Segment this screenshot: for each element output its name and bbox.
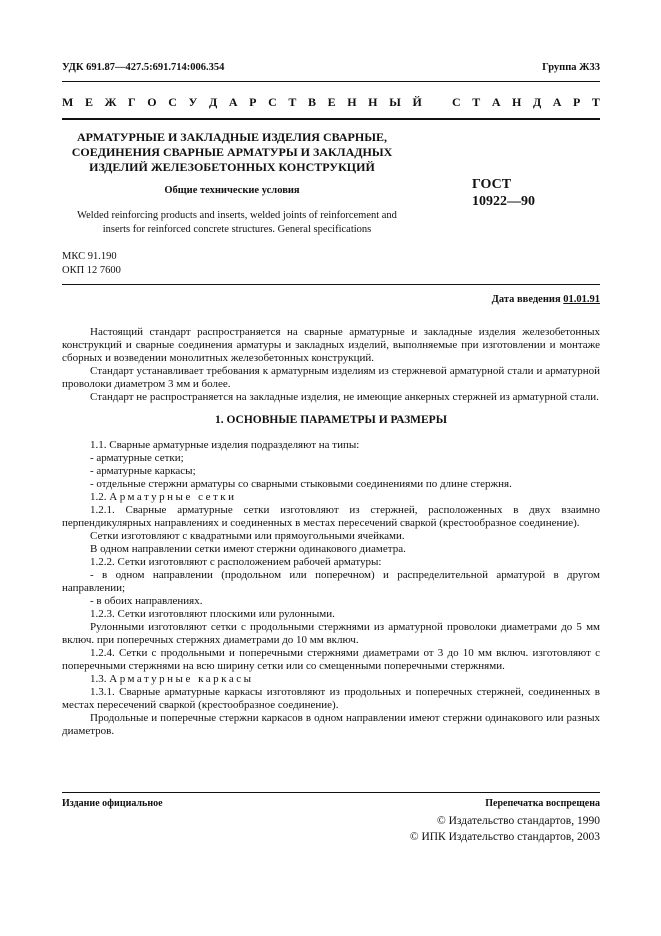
- intro-rule: [62, 284, 600, 285]
- banner-word-interstate: М Е Ж Г О С У Д А Р С Т В Е Н Н Ы Й: [62, 95, 422, 109]
- reprint-notice: Перепечатка воспрещена: [485, 798, 600, 809]
- section-heading-1: 1. ОСНОВНЫЕ ПАРАМЕТРЫ И РАЗМЕРЫ: [214, 414, 448, 426]
- subtitle: Общие технические условия: [164, 185, 300, 196]
- official-edition-label: Издание официальное: [62, 798, 163, 809]
- clause-1-2-heading: [62, 491, 600, 504]
- clause-1-2-1-c: В одном направлении сетки имеют стержни одинакового диаметра.: [90, 543, 406, 555]
- clause-1-2-4: 1.2.4. Сетки с продольными и поперечными стержнями диаметрами от 3 до 10 мм включ. изготовляют с поперечными стержнями на всю ширину сетки или со смещенными поперечными стержнями.: [62, 647, 600, 672]
- clause-number: 1.2.: [90, 491, 107, 503]
- list-item: - арматурные сетки;: [90, 452, 184, 464]
- mks-code: МКС 91.190: [62, 251, 117, 262]
- clause-title: Арматурные каркасы: [109, 673, 254, 685]
- okp-code: ОКП 12 7600: [62, 265, 121, 276]
- list-item: - отдельные стержни арматуры со сварными стыковыми соединениями по длине стержня.: [90, 478, 512, 490]
- intro-date-value: 01.01.91: [563, 294, 600, 305]
- intro-date-label: Дата введения: [491, 294, 561, 305]
- title-line-2: СОЕДИНЕНИЯ СВАРНЫЕ АРМАТУРЫ И ЗАКЛАДНЫХ: [71, 145, 393, 159]
- group-code: Группа Ж33: [542, 62, 600, 73]
- top-rule: [62, 81, 600, 82]
- banner-rule: [62, 118, 600, 120]
- title-line-3: ИЗДЕЛИЙ ЖЕЛЕЗОБЕТОННЫХ КОНСТРУКЦИЙ: [89, 160, 375, 174]
- list-item: - в обоих направлениях.: [90, 595, 203, 607]
- document-body: [62, 326, 600, 738]
- clause-1-3-1: 1.3.1. Сварные арматурные каркасы изготовляют из продольных и поперечных стержней, соединенных в местах пересечений сваркой (крестообразное соединение).: [62, 686, 600, 711]
- clause-title: Арматурные сетки: [109, 491, 237, 503]
- title-line-1: АРМАТУРНЫЕ И ЗАКЛАДНЫЕ ИЗДЕЛИЯ СВАРНЫЕ,: [77, 130, 387, 144]
- copyright-1990: © Издательство стандартов, 1990: [436, 815, 600, 827]
- intro-date: [492, 294, 600, 305]
- clause-1-3-1-b: Продольные и поперечные стержни каркасов в одном направлении имеют стержни одинакового или разных диаметров.: [62, 712, 600, 737]
- english-title-2: inserts for reinforced concrete structures. General specifications: [102, 224, 372, 235]
- clause-1-2-1: 1.2.1. Сварные арматурные сетки изготовляют из стержней, расположенных в двух взаимно перпендикулярных направлениях и соединенных в местах пересечений сваркой (крестообразное соединение).: [62, 504, 600, 529]
- standard-banner: [62, 95, 600, 110]
- list-item: - арматурные каркасы;: [90, 465, 196, 477]
- banner-word-standard: С Т А Н Д А Р Т: [452, 95, 600, 109]
- english-title-1: Welded reinforcing products and inserts, welded joints of reinforcement and: [77, 210, 397, 221]
- clause-1-2-3-b: Рулонными изготовляют сетки с продольными стержнями из арматурной проволоки диаметрами до 5 мм включ. при поперечных стержнях диаметрами до 10 мм включ.: [62, 621, 600, 646]
- copyright-2003: © ИПК Издательство стандартов, 2003: [409, 831, 600, 843]
- paragraph-scope: Настоящий стандарт распространяется на сварные арматурные и закладные изделия железобетонных конструкций и сварные соединения арматуры и закладных изделий, выполняемые при изготовлении и монтаже сборных и возведении монолитных железобетонных конструкций.: [62, 326, 600, 364]
- clause-1-3-heading: [62, 673, 600, 686]
- clause-1-2-1-b: Сетки изготовляют с квадратными или прямоугольными ячейками.: [90, 530, 405, 542]
- clause-1-2-2: 1.2.2. Сетки изготовляют с расположением рабочей арматуры:: [90, 556, 382, 568]
- udk-code: УДК 691.87—427.5:691.714:006.354: [62, 62, 225, 73]
- footer-rule: [62, 792, 600, 793]
- clause-1-1: 1.1. Сварные арматурные изделия подразделяют на типы:: [90, 439, 360, 451]
- gost-label: ГОСТ: [472, 177, 512, 192]
- list-item: - в одном направлении (продольном или поперечном) и распределительной арматурой в другом направлении;: [62, 569, 600, 594]
- paragraph-requirements: Стандарт устанавливает требования к арматурным изделиям из стержневой арматурной стали и арматурной проволоки диаметром 3 мм и более.: [62, 365, 600, 390]
- clause-number: 1.3.: [90, 673, 107, 685]
- paragraph-exclusions: Стандарт не распространяется на закладные изделия, не имеющие анкерных стержней из арматурной стали.: [90, 391, 599, 403]
- gost-number: 10922—90: [472, 194, 535, 209]
- clause-1-2-3: 1.2.3. Сетки изготовляют плоскими или рулонными.: [90, 608, 335, 620]
